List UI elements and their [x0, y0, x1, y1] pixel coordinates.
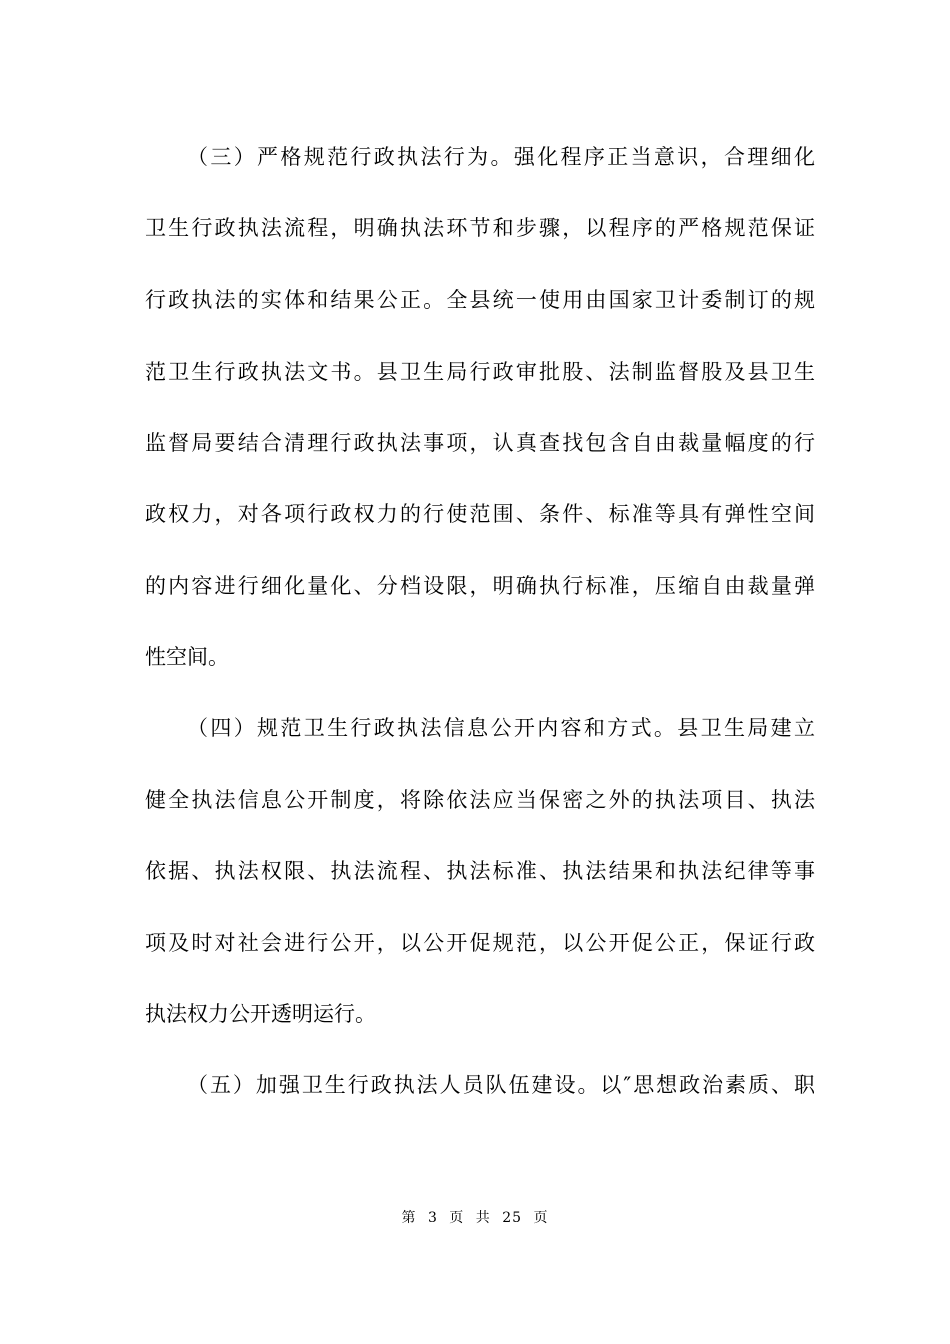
paragraph-3-line-3: 行政执法的实体和结果公正。全县统一使用由国家卫计委制订的规 [145, 288, 815, 312]
paragraph-3-line-7: 的内容进行细化量化、分档设限，明确执行标准，压缩自由裁量弹 [145, 574, 815, 598]
paragraph-3-line-8: 性空间。 [145, 645, 229, 669]
paragraph-4-line-2: 健全执法信息公开制度，将除依法应当保密之外的执法项目、执法 [145, 788, 815, 812]
paragraph-3-line-6: 政权力，对各项行政权力的行使范围、条件、标准等具有弹性空间 [145, 502, 815, 526]
paragraph-4-line-5: 执法权力公开透明运行。 [145, 1002, 376, 1026]
paragraph-3-line-4: 范卫生行政执法文书。县卫生局行政审批股、法制监督股及县卫生 [145, 360, 815, 384]
paragraph-4-line-1: （四）规范卫生行政执法信息公开内容和方式。县卫生局建立 [187, 716, 815, 740]
paragraph-3-line-1: （三）严格规范行政执法行为。强化程序正当意识，合理细化 [187, 145, 815, 169]
paragraph-4-line-3: 依据、执法权限、执法流程、执法标准、执法结果和执法纪律等事 [145, 859, 815, 883]
paragraph-3-line-2: 卫生行政执法流程，明确执法环节和步骤，以程序的严格规范保证 [145, 216, 815, 240]
paragraph-4-line-4: 项及时对社会进行公开，以公开促规范，以公开促公正，保证行政 [145, 931, 815, 955]
paragraph-3-line-5: 监督局要结合清理行政执法事项，认真查找包含自由裁量幅度的行 [145, 431, 815, 455]
page-number-footer: 第 3 页 共 25 页 [401, 1210, 549, 1226]
paragraph-5-line-1: （五）加强卫生行政执法人员队伍建设。以″思想政治素质、职 [187, 1073, 815, 1097]
